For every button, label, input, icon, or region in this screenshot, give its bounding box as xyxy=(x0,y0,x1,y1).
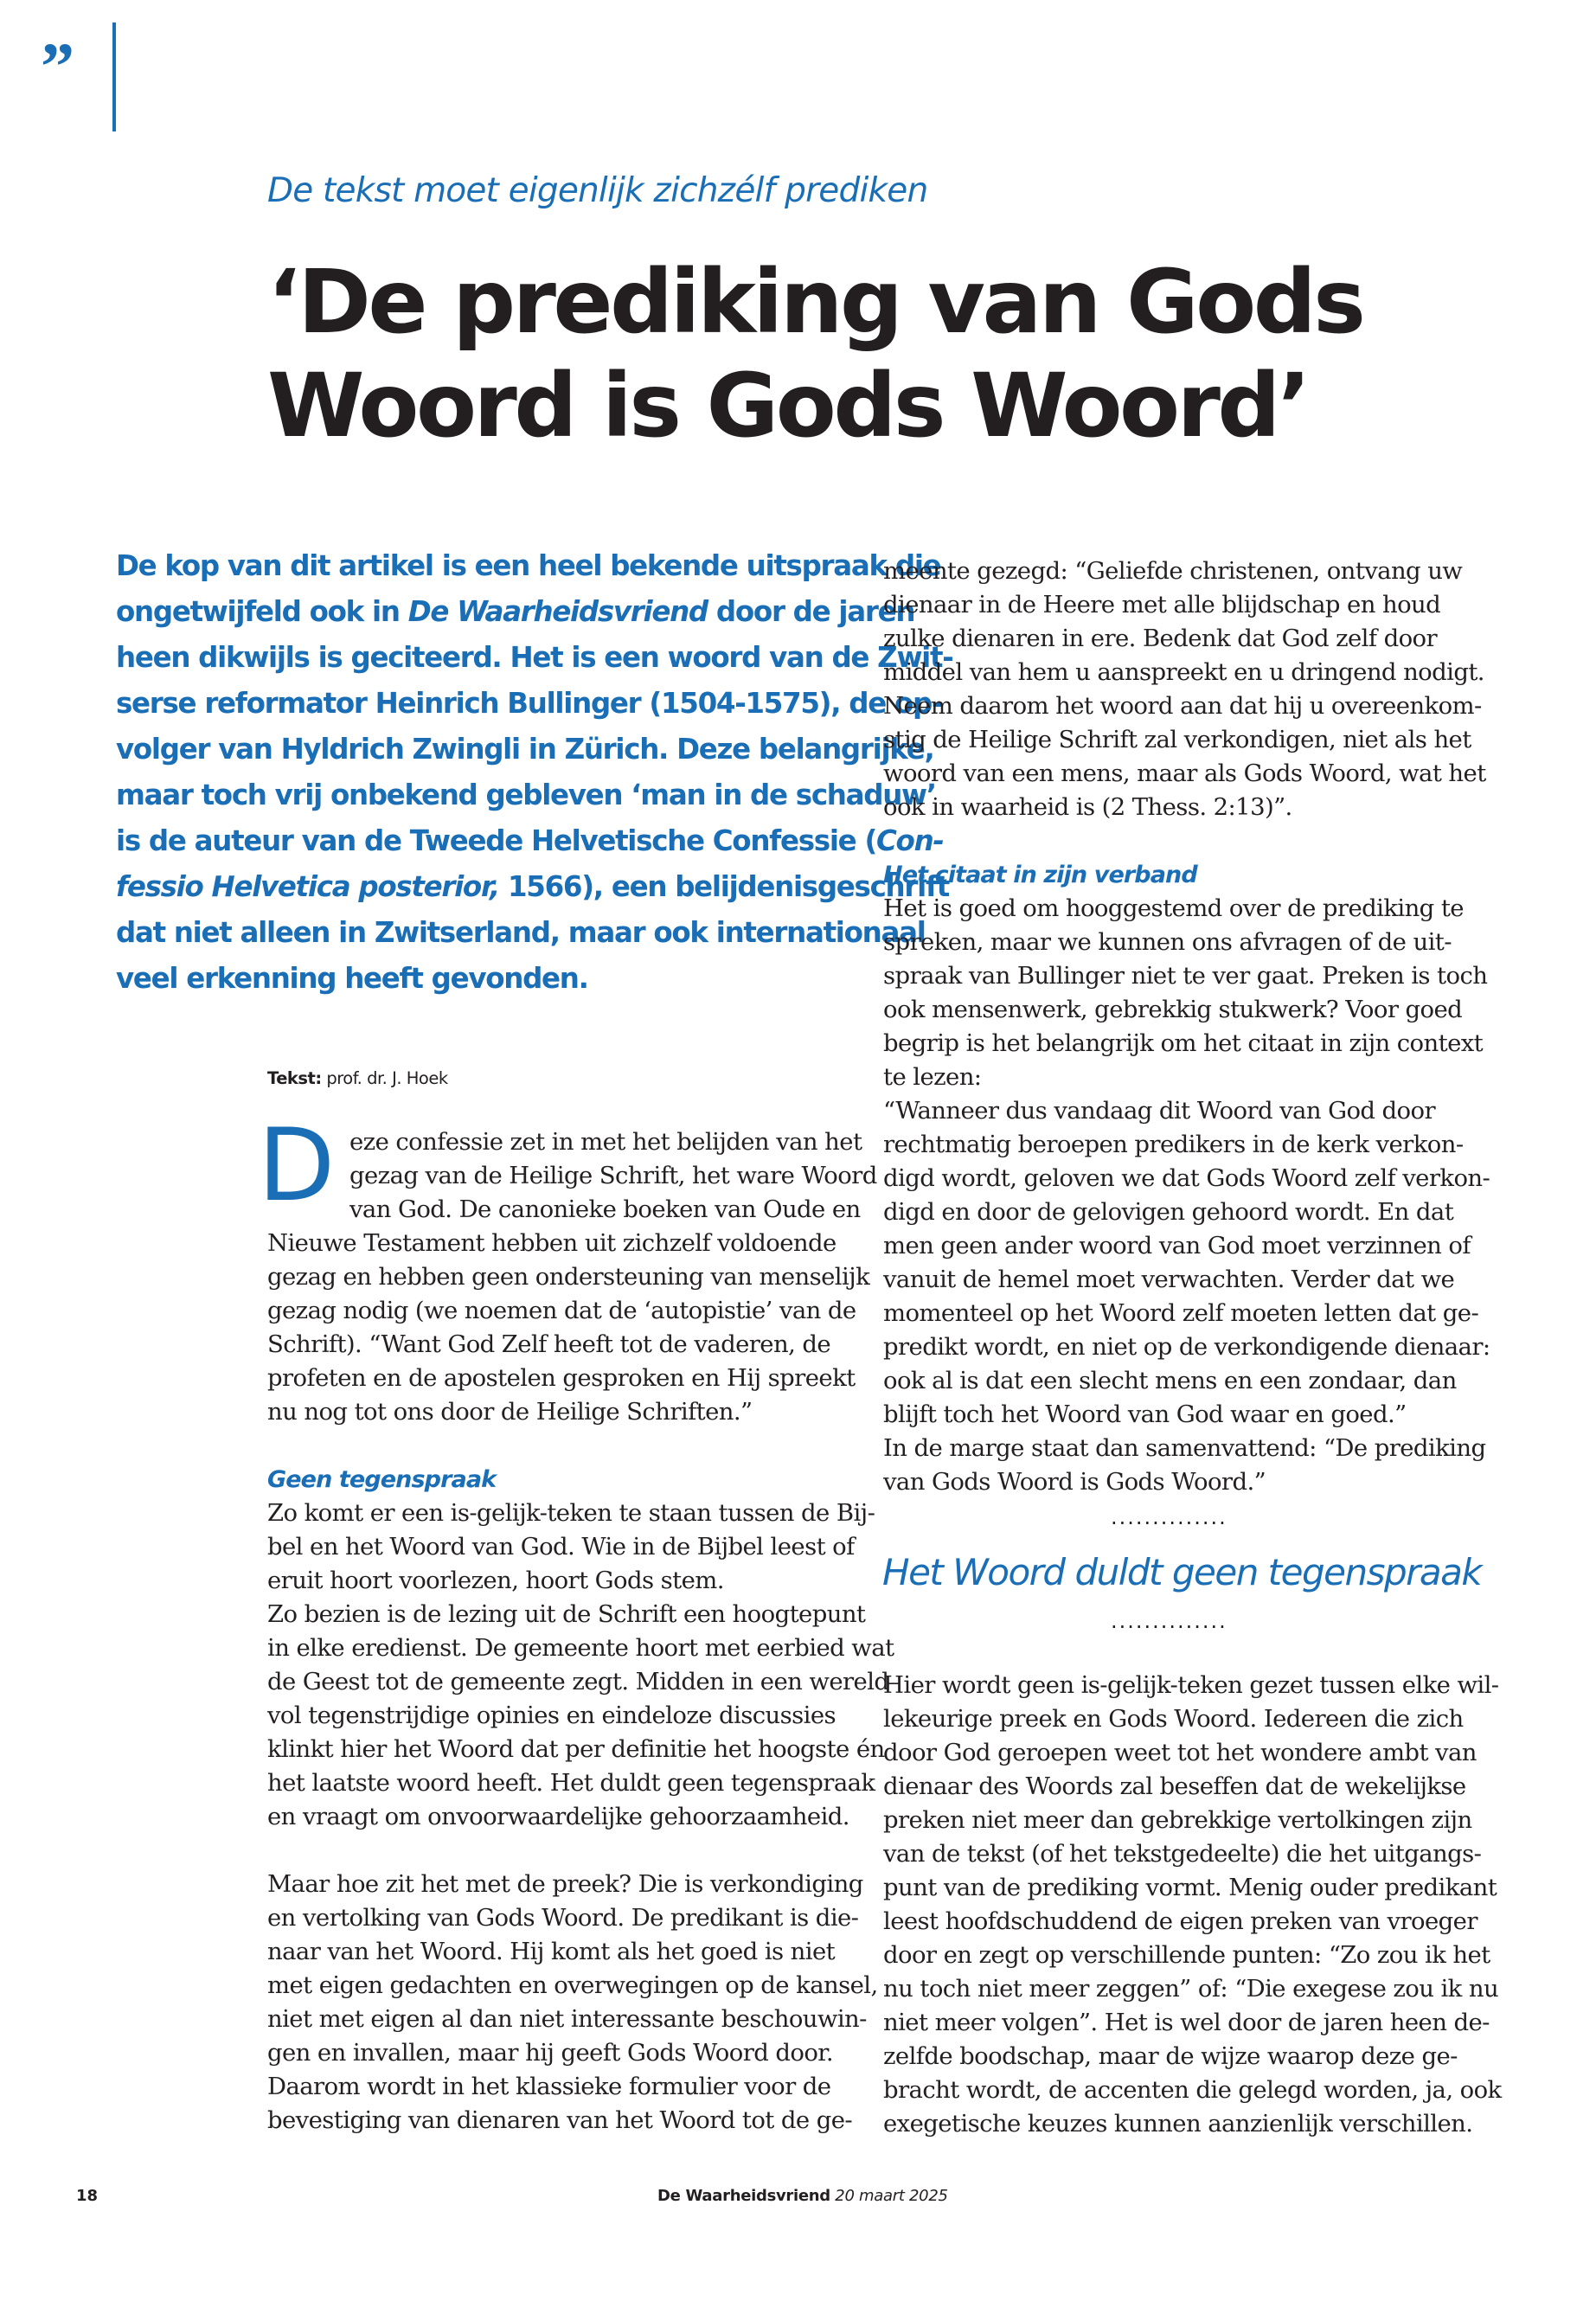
latin-title: Con- xyxy=(876,824,944,857)
right-column-body-2 xyxy=(883,1669,1502,2141)
body-line: ook mensenwerk, gebrekkig stukwerk? Voor goed xyxy=(883,996,1463,1023)
latin-title: fessio Helvetica posterior, xyxy=(116,870,499,903)
body-line: van Gods Woord is Gods Woord.” xyxy=(883,1468,1266,1496)
body-line: Zo komt er een is-gelijk-teken te staan tussen de Bij- xyxy=(267,1499,875,1527)
subhead-geen-tegenspraak: Geen tegenspraak xyxy=(267,1466,497,1493)
body-line: zulke dienaren in ere. Bedenk dat God zelf door xyxy=(883,625,1438,652)
pullquote-dots-top: .............. xyxy=(1111,1505,1227,1529)
body-line: en vraagt om onvoorwaardelijke gehoorzaamheid. xyxy=(267,1803,849,1830)
body-line: in elke eredienst. De gemeente hoort met eerbied wat xyxy=(267,1634,894,1662)
body-line: de Geest tot de gemeente zegt. Midden in een wereld xyxy=(267,1668,889,1695)
body-line: momenteel op het Woord zelf moeten letten dat ge- xyxy=(883,1299,1479,1327)
body-line: spreken, maar we kunnen ons afvragen of de uit- xyxy=(883,928,1452,956)
body-line: In de marge staat dan samenvattend: “De prediking xyxy=(883,1434,1486,1462)
body-line: gezag nodig (we noemen dat de ‘autopistie’ van de xyxy=(267,1297,856,1324)
body-line: met eigen gedachten en overwegingen op de kansel, xyxy=(267,1971,878,1999)
body-line: dienaar in de Heere met alle blijdschap en houd xyxy=(883,591,1441,619)
body-line: Maar hoe zit het met de preek? Die is verkondiging xyxy=(267,1870,863,1898)
body-line: gen en invallen, maar hij geeft Gods Woord door. xyxy=(267,2039,833,2067)
body-line: klinkt hier het Woord dat per definitie het hoogste én xyxy=(267,1735,885,1763)
lead-line: dat niet alleen in Zwitserland, maar ook internationaal xyxy=(116,916,926,949)
lead-line xyxy=(116,589,915,635)
body-line: en vertolking van Gods Woord. De predikant is die- xyxy=(267,1904,859,1932)
body-line: vanuit de hemel moet verwachten. Verder dat we xyxy=(883,1266,1455,1293)
body-line: gezag en hebben geen ondersteuning van menselijk xyxy=(267,1263,870,1291)
body-line: het laatste woord heeft. Het duldt geen tegenspraak xyxy=(267,1769,875,1797)
lead-fragment: ongetwijfeld ook in xyxy=(116,595,408,628)
body-line: blijft toch het Woord van God waar en goed.” xyxy=(883,1400,1407,1428)
body-line: vol tegenstrijdige opinies en eindeloze discussies xyxy=(267,1702,836,1729)
pullquote-dots-bottom: .............. xyxy=(1111,1609,1227,1633)
article-lead xyxy=(116,543,953,1002)
left-column-intro xyxy=(349,1125,877,1227)
headline-line: ‘De prediking van Gods xyxy=(267,251,1363,354)
lead-fragment: is de auteur van de Tweede Helvetische Confessie ( xyxy=(116,824,876,857)
body-line: punt van de prediking vormt. Menig ouder predikant xyxy=(883,1874,1497,1901)
body-line: nu nog tot ons door de Heilige Schriften.” xyxy=(267,1398,753,1426)
body-line: Schrift). “Want God Zelf heeft tot de vaderen, de xyxy=(267,1330,831,1358)
body-line: eruit hoort voorlezen, hoort Gods stem. xyxy=(267,1567,724,1594)
lead-line: maar toch vrij onbekend gebleven ‘man in de schaduw’ xyxy=(116,779,936,811)
subhead-citaat: Het citaat in zijn verband xyxy=(883,862,1197,888)
body-line: preken niet meer dan gebrekkige vertolkingen zijn xyxy=(883,1806,1472,1834)
byline xyxy=(267,1068,448,1088)
body-line: meente gezegd: “Geliefde christenen, ontvang uw xyxy=(883,557,1463,585)
body-line: woord van een mens, maar als Gods Woord, wat het xyxy=(883,760,1486,787)
byline-author: prof. dr. J. Hoek xyxy=(321,1068,448,1088)
body-line: predikt wordt, en niet op de verkondigende dienaar: xyxy=(883,1333,1490,1361)
body-line: bracht wordt, de accenten die gelegd worden, ja, ook xyxy=(883,2076,1502,2104)
body-line: van God. De canonieke boeken van Oude en xyxy=(349,1195,861,1223)
article-headline xyxy=(267,251,1362,458)
footer-credit xyxy=(657,2187,948,2205)
footer-date: 20 maart 2025 xyxy=(830,2187,948,2205)
body-line: digd en door de gelovigen gehoord wordt. En dat xyxy=(883,1198,1454,1226)
lead-fragment: 1566), een belijdenisgeschrift xyxy=(498,870,950,903)
footer-magazine: De Waarheidsvriend xyxy=(657,2187,830,2205)
body-line: lekeurige preek en Gods Woord. Iedereen die zich xyxy=(883,1705,1464,1733)
body-line: rechtmatig beroepen predikers in de kerk verkon- xyxy=(883,1131,1464,1158)
lead-line: veel erkenning heeft gevonden. xyxy=(116,962,588,995)
body-line: “Wanneer dus vandaag dit Woord van God door xyxy=(883,1097,1436,1125)
lead-fragment: door de jaren xyxy=(707,595,915,628)
body-line: zelfde boodschap, maar de wijze waarop deze ge- xyxy=(883,2042,1458,2070)
pullquote: Het Woord duldt geen tegenspraak xyxy=(882,1551,1482,1593)
lead-line xyxy=(116,864,950,910)
page-number: 18 xyxy=(76,2187,99,2205)
body-line: leest hoofdschuddend de eigen preken van vroeger xyxy=(883,1907,1477,1935)
body-line: men geen ander woord van God moet verzinnen of xyxy=(883,1232,1471,1259)
article-kicker: De tekst moet eigenlijk zichzélf prediken xyxy=(267,171,928,210)
body-line: nu toch niet meer zeggen” of: “Die exegese zou ik nu xyxy=(883,1975,1499,2003)
body-line: Neem daarom het woord aan dat hij u overeenkom- xyxy=(883,692,1482,720)
dropcap: D xyxy=(258,1107,336,1224)
body-line: stig de Heilige Schrift zal verkondigen, niet als het xyxy=(883,726,1471,753)
lead-line: serse reformator Heinrich Bullinger (1504-1575), de op- xyxy=(116,687,943,720)
body-line: gezag van de Heilige Schrift, het ware Woord xyxy=(349,1162,877,1189)
body-line: te lezen: xyxy=(883,1063,982,1091)
body-line: begrip is het belangrijk om het citaat in zijn context xyxy=(883,1029,1484,1057)
body-line: digd wordt, geloven we dat Gods Woord zelf verkon- xyxy=(883,1164,1490,1192)
body-line: niet met eigen al dan niet interessante beschouwin- xyxy=(267,2005,867,2033)
paragraph-gap xyxy=(883,824,1490,858)
headline-line: Woord is Gods Woord’ xyxy=(267,355,1309,458)
left-column-body xyxy=(267,1227,894,2138)
quote-mark-icon: ” xyxy=(41,29,71,104)
body-line: van de tekst (of het tekstgedeelte) die het uitgangs- xyxy=(883,1840,1482,1868)
paragraph-gap xyxy=(267,1429,894,1463)
body-line: bevestiging van dienaren van het Woord tot de ge- xyxy=(267,2106,853,2134)
body-line: Hier wordt geen is-gelijk-teken gezet tussen elke wil- xyxy=(883,1671,1499,1699)
body-line: exegetische keuzes kunnen aanzienlijk verschillen. xyxy=(883,2110,1473,2138)
paragraph-gap xyxy=(267,1834,894,1868)
lead-line xyxy=(116,818,944,864)
body-line: door en zegt op verschillende punten: “Zo zou ik het xyxy=(883,1941,1490,1969)
section-divider xyxy=(112,22,116,131)
body-line: bel en het Woord van God. Wie in de Bijbel leest of xyxy=(267,1533,855,1561)
lead-line: volger van Hyldrich Zwingli in Zürich. Deze belangrijke, xyxy=(116,733,934,766)
body-line: niet meer volgen”. Het is wel door de jaren heen de- xyxy=(883,2009,1490,2036)
body-line: dienaar des Woords zal beseffen dat de wekelijkse xyxy=(883,1772,1466,1800)
byline-label: Tekst: xyxy=(267,1068,322,1088)
body-line: eze confessie zet in met het belijden van het xyxy=(349,1128,862,1156)
body-line: ook al is dat een slecht mens en een zondaar, dan xyxy=(883,1367,1457,1394)
body-line: profeten en de apostelen gesproken en Hij spreekt xyxy=(267,1364,856,1392)
body-line: Zo bezien is de lezing uit de Schrift een hoogtepunt xyxy=(267,1600,866,1628)
body-line: door God geroepen weet tot het wondere ambt van xyxy=(883,1739,1477,1766)
body-line: spraak van Bullinger niet te ver gaat. Preken is toch xyxy=(883,962,1488,990)
lead-line: De kop van dit artikel is een heel bekende uitspraak die xyxy=(116,549,941,582)
right-column-body xyxy=(883,554,1490,1499)
magazine-name: De Waarheidsvriend xyxy=(407,595,708,628)
body-line: ook in waarheid is (2 Thess. 2:13)”. xyxy=(883,793,1292,821)
body-line: middel van hem u aanspreekt en u dringend nodigt. xyxy=(883,658,1484,686)
body-line: Daarom wordt in het klassieke formulier voor de xyxy=(267,2073,831,2100)
body-line: naar van het Woord. Hij komt als het goed is niet xyxy=(267,1938,836,1965)
body-line: Het is goed om hooggestemd over de prediking te xyxy=(883,894,1464,922)
body-line: Nieuwe Testament hebben uit zichzelf voldoende xyxy=(267,1229,836,1257)
lead-line: heen dikwijls is geciteerd. Het is een woord van de Zwit- xyxy=(116,641,953,674)
